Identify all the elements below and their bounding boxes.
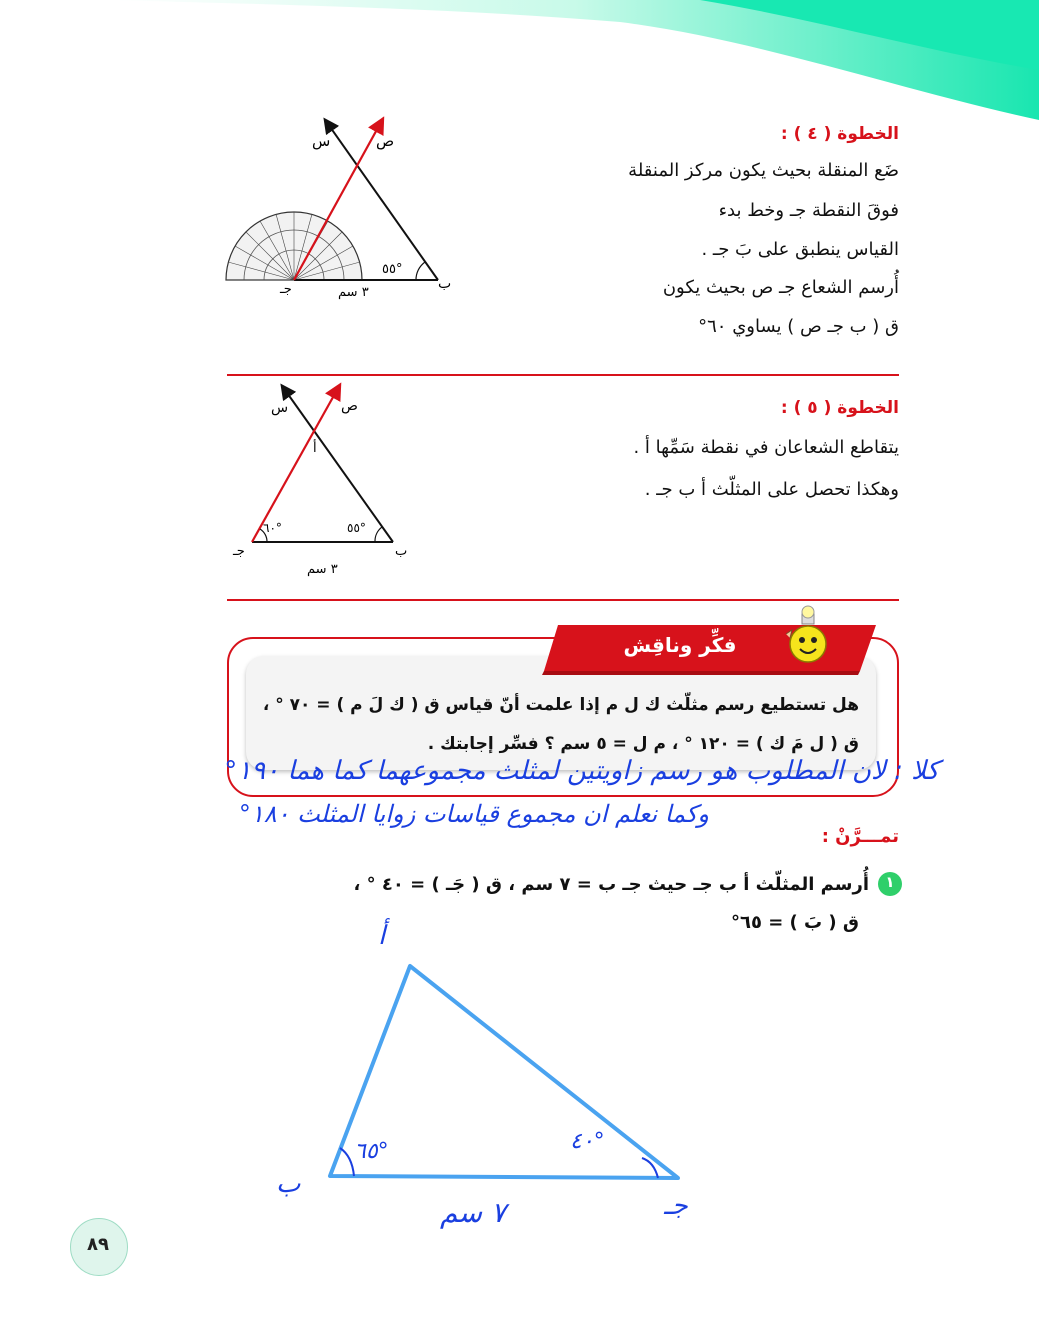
step4-line-1: ضَع المنقلة بحيث يكون مركز المنقلة (628, 160, 899, 181)
step4-line-3: القياس ينطبق على بَ جـ . (701, 239, 899, 260)
divider-2 (227, 599, 899, 601)
step4-label-s: س (312, 132, 331, 150)
step4-title: الخطوة ( ٤ ) : (780, 124, 899, 144)
vertex-j-label: جـ (664, 1191, 688, 1221)
step4-angle: ٥٥° (382, 262, 403, 277)
step5-angle-b: ٥٥° (347, 521, 366, 535)
step5-label-a: أ (313, 441, 317, 456)
exercise-number: ١ (885, 873, 895, 891)
step4-protractor-figure (220, 110, 480, 310)
step4-line-2: فوقَ النقطة جـ وخط بدء (718, 200, 899, 221)
exercise-title: تمـــرَّنْ : (821, 826, 899, 847)
exercise-line-1: أُرسم المثلّث أ ب جـ حيث جـ ب = ٧ سم ، ق ( جَـ ) = ٤٠ ° ، (353, 874, 869, 895)
step5-label-b: ب (395, 544, 408, 559)
divider-1 (227, 374, 899, 376)
step4-line-4: أُرسم الشعاع جـ ص بحيث يكون (662, 277, 899, 298)
step5-label-s: س (271, 400, 289, 416)
step5-label-j: جـ (233, 544, 245, 559)
exercise-drawn-triangle (260, 910, 720, 1240)
step5-length: ٣ سم (307, 562, 338, 577)
angle-b-label: ٦٥° (354, 1139, 389, 1164)
side-length-label: ٧ سم (440, 1196, 507, 1229)
step5-angle-j: ٦٠° (263, 521, 282, 535)
vertex-b-label: ب (276, 1169, 301, 1199)
step5-label-sad: ص (341, 398, 358, 414)
handwritten-answer-line-1: كلا : لان المطلوب هو رسم زاويتين لمثلث مجموعهما كما هما ١٩٠° (224, 756, 939, 786)
step4-label-sad: ص (376, 132, 395, 150)
header-decoration (0, 0, 1039, 140)
step5-line-2: وهكذا تحصل على المثلّث أ ب جـ . (644, 479, 899, 500)
page-number: ٨٩ (87, 1234, 109, 1255)
vertex-a-label: أ (378, 921, 386, 951)
step4-line-5: ق ( ب جـ ص ) يساوي ٦٠° (698, 316, 899, 337)
think-question-line-2: ق ( ل مَ ك ) = ١٢٠ ° ، م ل = ٥ سم ؟ فسِّر إجابتك . (427, 734, 859, 754)
think-question-line-1: هل تستطيع رسم مثلّث ك ل م إذا علمت أنّ قياس ق ( ك لَ م ) = ٧٠ ° ، (262, 695, 859, 715)
step4-label-b: ب (438, 276, 452, 292)
lightbulb-smiley-icon (778, 604, 830, 666)
angle-j-label: ٤٠° (570, 1129, 605, 1154)
step5-title: الخطوة ( ٥ ) : (780, 398, 899, 418)
think-banner-label: فكِّر وناقِش (623, 633, 737, 657)
step4-label-j: جـ (280, 282, 292, 297)
step4-length: ٣ سم (338, 285, 369, 300)
step5-line-1: يتقاطع الشعاعان في نقطة سَمِّها أ . (633, 437, 899, 458)
exercise-line-2: ق ( بَ ) = ٦٥° (730, 912, 859, 933)
handwritten-answer-line-2: وكما نعلم ان مجموع قياسات زوايا المثلث ١٨٠° (238, 800, 709, 828)
step5-triangle-figure (225, 380, 425, 580)
